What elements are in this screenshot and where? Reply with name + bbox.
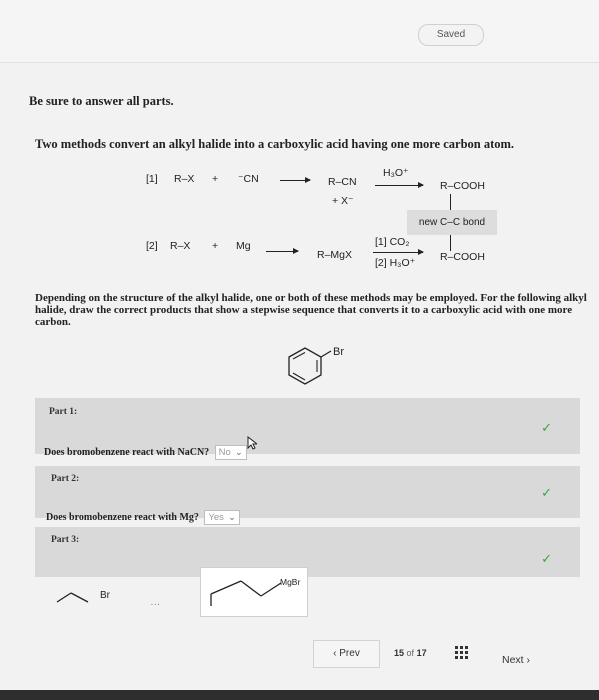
page-of: of [406, 648, 415, 658]
drawing-1-bromine-label: Br [100, 590, 110, 601]
grignard-structure [201, 568, 307, 616]
reaction-2-number: [2] [146, 240, 158, 252]
grid-icon[interactable] [455, 646, 468, 659]
reaction-2-arrow-2 [373, 252, 423, 253]
caret-down-icon: ⌄ [227, 512, 236, 523]
reaction-1-reagent: ⁻CN [238, 173, 259, 185]
current-page: 15 [394, 648, 405, 658]
part-1-checkmark-icon: ✓ [541, 420, 552, 435]
part-1-question [44, 445, 247, 460]
part-1-question-text: Does bromobenzene react with NaCN? [44, 447, 210, 458]
arrow-placeholder: … [150, 596, 163, 608]
reaction-1-product: R–COOH [440, 180, 485, 192]
structure-bromine-label: Br [333, 346, 344, 358]
reaction-1-reagent-2: H₃O⁺ [383, 167, 409, 179]
reaction-2-step-2: [2] H₃O⁺ [375, 257, 416, 269]
reaction-2-reactant: R–X [170, 240, 191, 252]
part-3-label: Part 3: [51, 535, 80, 545]
reaction-2-product: R–COOH [440, 251, 485, 263]
prev-button[interactable]: ‹ Prev [313, 640, 380, 668]
reaction-2-arrow-1 [266, 251, 298, 252]
part-2-answer-value: Yes [208, 512, 224, 523]
reaction-1-arrow-2 [375, 185, 423, 186]
intro-text: Two methods convert an alkyl halide into a carboxylic acid having one more carbon atom. [35, 137, 515, 151]
reaction-1-reactant: R–X [174, 173, 195, 185]
part-2-question-text: Does bromobenzene react with Mg? [46, 512, 199, 523]
next-button[interactable]: Next › [502, 654, 531, 666]
reaction-1-arrow-1 [280, 180, 310, 181]
bond-indicator-lower [450, 235, 451, 251]
part-2-question [46, 510, 240, 525]
page-indicator [394, 648, 427, 658]
reaction-1-number: [1] [146, 173, 158, 185]
saved-indicator: Saved [418, 24, 484, 46]
caret-down-icon: ⌄ [234, 447, 243, 458]
drawing-answer-box[interactable] [200, 567, 308, 617]
top-bar [0, 0, 599, 63]
total-pages: 17 [416, 648, 427, 658]
reaction-2-step-1: [1] CO₂ [375, 236, 410, 248]
question-text: Depending on the structure of the alkyl halide, one or both of these methods may be employed. For the following alkyl halide, draw the correct products that show a stepwise sequence that converts it to a carboxylic acid with one more carbon. [35, 292, 587, 328]
reaction-1-byproduct: + X⁻ [332, 195, 354, 207]
reaction-1-intermediate: R–CN [328, 176, 357, 188]
reaction-2-intermediate: R–MgX [317, 249, 353, 261]
part-2-label: Part 2: [51, 474, 80, 484]
part-1-answer-value: No [218, 447, 231, 458]
part-1-answer-select[interactable] [215, 445, 247, 460]
instructions: Be sure to answer all parts. [29, 94, 174, 108]
reaction-1-plus: + [212, 173, 219, 185]
drawing-2-mgbr-label: MgBr [280, 577, 301, 587]
part-2-answer-select[interactable] [204, 510, 239, 525]
part-2-checkmark-icon: ✓ [541, 485, 552, 500]
new-bond-label: new C–C bond [407, 210, 497, 235]
mouse-cursor-icon [247, 436, 257, 450]
reaction-2-reagent: Mg [236, 240, 251, 252]
reaction-2-plus: + [212, 240, 219, 252]
bond-indicator-upper [450, 194, 451, 210]
part-1-label: Part 1: [49, 407, 78, 417]
part-3-checkmark-icon: ✓ [541, 551, 552, 566]
